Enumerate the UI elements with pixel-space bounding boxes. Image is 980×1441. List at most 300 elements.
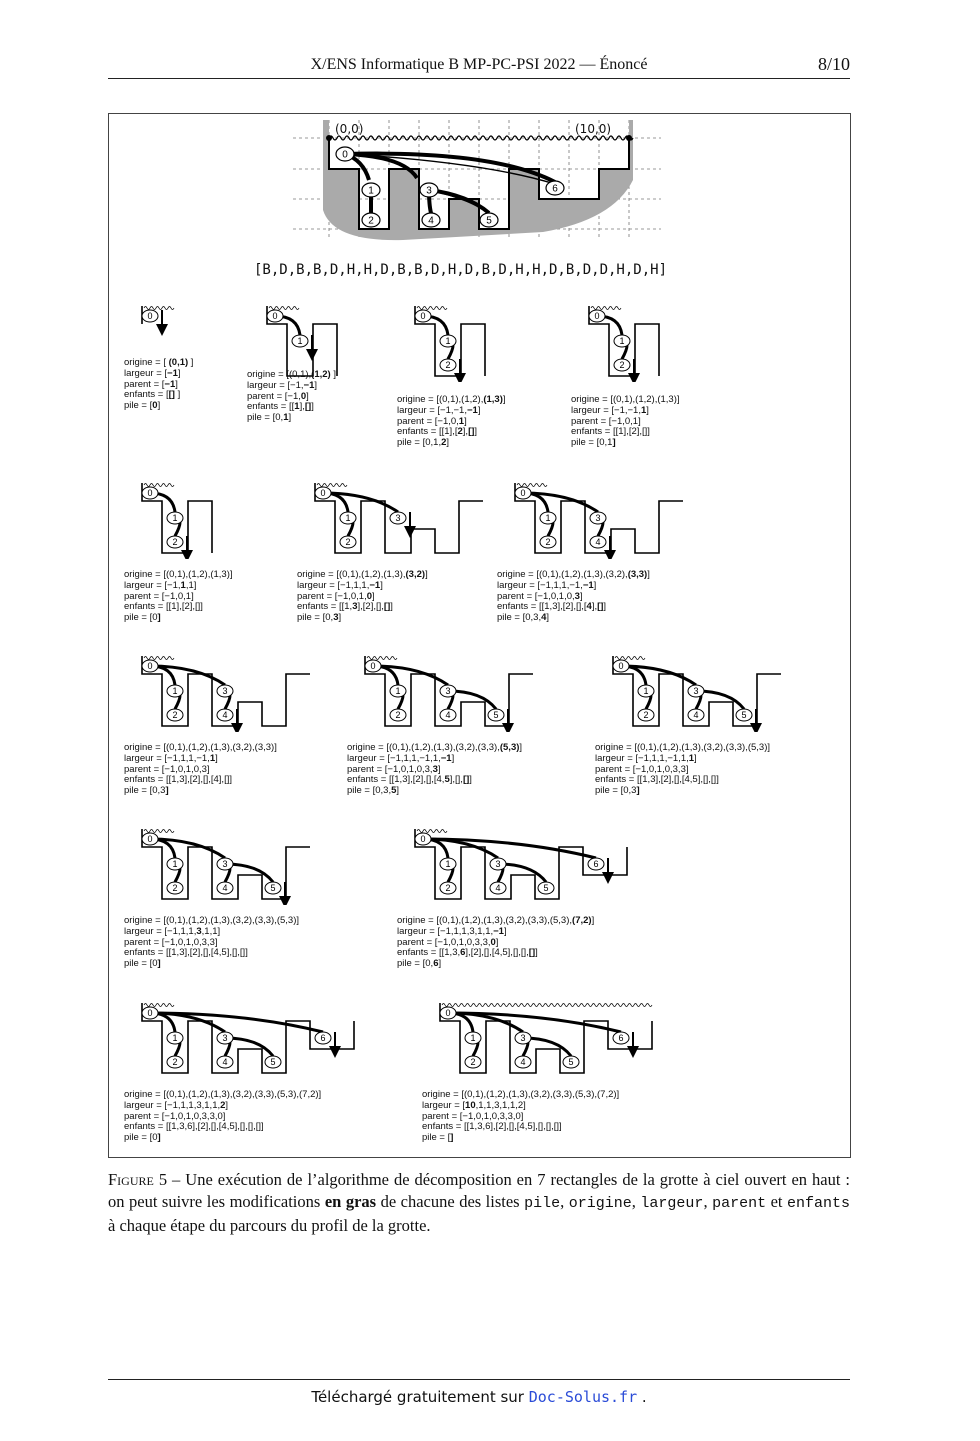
caption-text: enfants = [[1,3],[2],[],[4,5],[],[]]: [124, 947, 248, 959]
caption-text: enfants = [[1,3],[2],[],[4,: [347, 774, 445, 786]
changed-value: 3: [352, 601, 358, 613]
caption-label: Figure 5: [108, 1170, 168, 1189]
step-node-label: 1: [619, 336, 625, 346]
changed-value: 0: [490, 936, 496, 948]
page-footer: [108, 1388, 850, 1406]
step-node-label: 5: [270, 1057, 276, 1067]
caption-text: ]: [469, 774, 472, 786]
caption-text: pile = [0,3: [595, 785, 637, 797]
step-node-label: 1: [545, 513, 551, 523]
caption-text: enfants = [[1],[: [397, 426, 458, 438]
step-node-label: 4: [222, 883, 228, 893]
figure-caption: [108, 1169, 850, 1237]
step-node-label: 4: [445, 710, 451, 720]
step-wave: [417, 830, 447, 833]
caption-text: pile = [: [124, 400, 153, 412]
step-node-label: 3: [445, 686, 451, 696]
caption-text: largeur = [: [124, 367, 168, 379]
step-node-label: 1: [297, 336, 303, 346]
top-node-label: 5: [486, 215, 492, 227]
caption-text: largeur = [−1,: [247, 379, 304, 391]
step-node-label: 0: [147, 488, 153, 498]
caption-text: parent = [−1,: [247, 390, 301, 402]
changed-value: ]: [636, 785, 640, 797]
caption-text: origine = [(0,1),(1,2),(1,3),(3,2),(3,3),(5,3),(7,2)]: [124, 1089, 322, 1100]
caption-text: parent = [−1,0,1,: [297, 590, 367, 602]
caption-text: enfants = [[1,: [297, 601, 353, 613]
caption-text: ]: [425, 569, 428, 580]
changed-value: ]: [165, 785, 169, 797]
changed-value: 2: [457, 426, 463, 438]
caption-code-origine: origine: [568, 1195, 632, 1212]
step-diagram: [605, 652, 845, 736]
step-caption: [124, 743, 277, 797]
caption-text: ]: [495, 936, 499, 948]
step-node-label: 4: [495, 883, 501, 893]
step-caption: [347, 743, 522, 797]
caption-text: pile = [0,1,: [397, 437, 442, 449]
caption-text: ]: [519, 742, 523, 753]
changed-value: []: [168, 389, 175, 401]
caption-text: largeur = [−1,−1,: [397, 404, 467, 416]
step-node-label: 3: [222, 1033, 228, 1043]
step-node-label: 0: [594, 311, 600, 321]
caption-text: ]: [338, 612, 342, 624]
step-caption-line: [571, 438, 680, 449]
changed-value: −1: [369, 579, 381, 591]
caption-text: largeur = [−1,1,1,: [297, 579, 370, 591]
caption-text: parent = [−1,0,1]: [124, 590, 194, 602]
step-node-label: 1: [172, 513, 178, 523]
step-wave: [591, 307, 621, 310]
step-node-label: 3: [222, 859, 228, 869]
step-diagram: [357, 652, 597, 736]
changed-value: (1,3): [483, 394, 503, 405]
caption-text: pile = [0,3,: [347, 785, 392, 797]
caption-text: ]: [603, 601, 607, 613]
changed-value: −1: [582, 579, 594, 591]
caption-text: pile = [0: [124, 1132, 158, 1144]
changed-value: −1: [303, 379, 315, 391]
changed-value: 5: [444, 774, 450, 786]
step-caption: [124, 570, 233, 624]
step-node-label: 1: [643, 686, 649, 696]
changed-value: −1: [167, 367, 178, 379]
caption-text: largeur = [−1,1,1,−1,: [497, 579, 583, 591]
caption-text: pile = [0,: [397, 958, 434, 970]
step-diagram: [134, 652, 374, 736]
caption-text: origine = [(0,1),(1,2),: [397, 394, 484, 405]
caption-text: ]: [646, 404, 649, 416]
caption-text: ]: [188, 357, 194, 368]
step-diagram: [407, 825, 647, 909]
caption-text: ],: [462, 426, 469, 438]
caption-text: ]: [372, 590, 375, 602]
step-node-label: 3: [222, 686, 228, 696]
changed-value: 3: [196, 925, 202, 937]
step-diagram: [581, 302, 821, 386]
changed-value: []: [383, 601, 391, 613]
caption-text: largeur = [−1,1,1,−1,: [124, 752, 210, 764]
step-node-label: 1: [345, 513, 351, 523]
step-node-label: 0: [445, 1008, 451, 1018]
step-caption: [124, 1090, 321, 1144]
step-caption: [497, 570, 650, 624]
caption-text: ]: [380, 579, 383, 591]
caption-text: ]: [437, 763, 441, 775]
caption-text: parent = [−1,0,1,0,3,3,: [397, 936, 491, 948]
step-node-label: 0: [618, 661, 624, 671]
changed-value: 1: [294, 401, 300, 413]
step-diagram: [134, 999, 374, 1083]
step-caption-line: [497, 613, 650, 624]
step-caption-line: [397, 438, 506, 449]
caption-text: ,1,1]: [201, 925, 221, 937]
step-node-label: 0: [147, 834, 153, 844]
changed-value: −1: [164, 378, 176, 390]
caption-text: ]: [535, 947, 538, 959]
caption-text: largeur = [−1,1,1,: [124, 925, 197, 937]
caption-text: ]: [593, 579, 597, 591]
changed-value: 2: [441, 437, 447, 449]
changed-value: 1: [640, 404, 647, 416]
step-node-label: 5: [543, 883, 549, 893]
caption-text: largeur = [−1,−1,: [571, 404, 641, 416]
changed-value: ]: [450, 1132, 454, 1144]
step-caption: [571, 395, 680, 449]
caption-sep-1: ,: [560, 1192, 569, 1211]
caption-text: ]: [503, 925, 507, 937]
caption-text: largeur = [−1,1,1,3,1,1,: [124, 1099, 221, 1111]
step-node-label: 2: [172, 1057, 178, 1067]
top-cave-figure: [293, 120, 661, 240]
step-node-label: 2: [172, 710, 178, 720]
step-wave: [367, 657, 397, 660]
caption-text: ]: [546, 612, 550, 624]
caption-text: pile = [0,3,: [497, 612, 542, 624]
caption-text: ]: [396, 785, 400, 797]
caption-text: parent = [−1,0,1,0,3,3,0]: [422, 1110, 524, 1122]
step-caption: [397, 916, 594, 970]
caption-text: parent = [−1,0,1,0,3]: [124, 763, 210, 775]
caption-text: ]: [474, 426, 478, 438]
top-label-end: (10,0): [575, 122, 612, 136]
step-node-label: 3: [520, 1033, 526, 1043]
changed-value: 1: [209, 752, 216, 764]
changed-value: ]: [157, 1132, 161, 1144]
step-node-label: 0: [320, 488, 326, 498]
step-wave: [144, 307, 174, 310]
step-node-label: 4: [222, 1057, 228, 1067]
changed-value: 1: [180, 579, 186, 591]
caption-text: origine = [(0,1),(1,2),(1,3),(3,2),(3,3),(5,3),: [397, 915, 573, 926]
changed-value: 3: [333, 612, 339, 624]
step-node-label: 2: [545, 537, 551, 547]
caption-text: ]: [502, 394, 506, 405]
caption-text: origine = [(0,1),(1,2),(1,3),: [297, 569, 406, 580]
caption-text: parent = [−1,0,1,0,3,3]: [595, 763, 689, 775]
caption-text: ]: [215, 752, 218, 764]
changed-value: (0,1): [168, 357, 189, 368]
caption-text: ],[],: [449, 774, 463, 786]
step-node-label: 0: [272, 311, 278, 321]
step-node-label: 2: [345, 537, 351, 547]
step-caption-line: [595, 786, 770, 797]
top-node-label: 0: [342, 149, 348, 161]
caption-text: origine = [(0,1),(1,2),(1,3),(3,2),(3,3),(5,3),(7,2)]: [422, 1089, 620, 1100]
caption-sep-3: ,: [703, 1192, 713, 1211]
changed-value: 6: [433, 958, 439, 970]
caption-text: ]: [311, 401, 314, 413]
caption-text: enfants = [[1,3,6],[2],[],[4,5],[],[],[]]: [124, 1121, 264, 1133]
step-node-label: 0: [147, 311, 153, 321]
step-wave: [317, 484, 347, 487]
step-node-label: 0: [147, 1008, 153, 1018]
caption-text: enfants = [[1,3],[2],[],[: [497, 601, 587, 613]
step-node-label: 1: [395, 686, 401, 696]
changed-value: 2: [220, 1099, 226, 1111]
changed-value: −1: [493, 925, 504, 937]
caption-text: ],: [591, 601, 598, 613]
step-node-label: 3: [595, 513, 601, 523]
caption-text: origine = [(0,1),(1,2),(1,3),(3,2),(3,3),(5,3)]: [595, 742, 771, 753]
step-node-label: 2: [445, 883, 451, 893]
caption-text: parent = [−1,0,1,0,3,3]: [124, 936, 218, 948]
caption-text: parent = [−1,0,1,0,: [497, 590, 575, 602]
top-node-label: 4: [428, 215, 434, 227]
step-node-label: 4: [520, 1057, 526, 1067]
changed-value: []: [462, 774, 470, 786]
caption-text-3: et: [766, 1192, 788, 1211]
changed-value: []: [304, 401, 312, 413]
step-node-label: 2: [643, 710, 649, 720]
step-caption-line: [397, 959, 594, 970]
caption-text: parent = [−1,0,1]: [571, 415, 641, 427]
header-title: X/ENS Informatique B MP-PC-PSI 2022 — Énoncé: [310, 56, 648, 73]
step-diagram: [134, 825, 374, 909]
changed-value: 3: [432, 763, 438, 775]
step-node-label: 5: [493, 710, 499, 720]
caption-text: origine = [(0,1),(1,2),(1,3),(3,2),: [497, 569, 628, 580]
step-node-label: 1: [172, 1033, 178, 1043]
caption-text: ],[2],[],: [357, 601, 384, 613]
changed-value: 1: [688, 752, 695, 764]
step-caption-line: [124, 959, 299, 970]
step-node-label: 5: [568, 1057, 574, 1067]
caption-text-1: – Une exécution de l’algorithme de décomposition en 7 rectangles de la grotte à ciel ouvert en haut : on peut suivre les modifications: [108, 1170, 851, 1211]
caption-text: ],[2],[],[4,5],[],[],: [465, 947, 529, 959]
step-node-label: 6: [618, 1033, 624, 1043]
caption-text: ]: [175, 378, 178, 390]
step-node-label: 5: [270, 883, 276, 893]
changed-value: (7,2): [572, 915, 592, 926]
top-node-label: 1: [368, 185, 374, 197]
step-wave: [144, 657, 174, 660]
step-caption: [297, 570, 428, 624]
step-caption-line: [124, 786, 277, 797]
changed-value: 1: [458, 415, 465, 427]
caption-text: ]: [174, 389, 181, 401]
footer-rule: [108, 1379, 850, 1380]
caption-text: ]: [288, 412, 292, 424]
caption-text: ]: [438, 958, 442, 970]
step-node-label: 6: [593, 859, 599, 869]
caption-text: ]: [451, 752, 455, 764]
step-caption-line: [247, 413, 336, 424]
changed-value: []: [597, 601, 604, 613]
caption-text: ]: [330, 369, 336, 380]
caption-code-enfants: enfants: [787, 1195, 851, 1212]
step-node-label: 5: [741, 710, 747, 720]
top-node-label: 2: [368, 215, 374, 227]
caption-text: ]: [157, 400, 161, 412]
caption-text: enfants = [[1],[2],[]]: [124, 601, 203, 613]
changed-value: (5,3): [499, 742, 520, 753]
step-caption: [595, 743, 770, 797]
caption-text: ]: [177, 367, 181, 379]
step-caption-line: [124, 401, 193, 412]
changed-value: (3,3): [627, 569, 648, 580]
changed-value: 4: [541, 612, 547, 624]
step-caption-line: [297, 613, 428, 624]
footer-link[interactable]: Doc-Solus.fr: [528, 1388, 638, 1406]
caption-text: parent = [−1,0,1,0,3,: [347, 763, 433, 775]
caption-text: parent = [−1,0,1,0,3,3,0]: [124, 1110, 226, 1122]
step-node-label: 1: [470, 1033, 476, 1043]
caption-text: ]: [314, 379, 317, 391]
step-caption: [397, 395, 506, 449]
caption-bold: en gras: [324, 1192, 377, 1211]
step-node-label: 4: [693, 710, 699, 720]
changed-value: 10: [465, 1099, 476, 1111]
caption-text: ],: [299, 401, 305, 413]
step-wave: [144, 830, 174, 833]
step-wave: [269, 307, 299, 310]
step-caption-line: [124, 1133, 321, 1144]
step-node-label: 0: [147, 661, 153, 671]
caption-text: enfants = [[1,3],[2],[],[4,5],[],[]]: [595, 774, 719, 786]
caption-text: ]: [446, 437, 450, 449]
step-caption-line: [422, 1133, 619, 1144]
caption-text: origine = [(0,1),(1,2),(1,3),(3,2),(3,3),(5,3)]: [124, 915, 300, 926]
step-caption: [124, 358, 193, 412]
page-header: [108, 54, 850, 79]
step-node-label: 1: [172, 859, 178, 869]
step-node-label: 2: [619, 360, 625, 370]
changed-value: 0: [300, 390, 307, 402]
changed-value: ]: [157, 612, 161, 624]
step-wave: [615, 657, 645, 660]
changed-value: []: [528, 947, 536, 959]
caption-text: ]: [306, 390, 309, 402]
caption-text: ,1,1,3,1,1,2]: [475, 1099, 526, 1111]
step-node-label: 3: [395, 513, 401, 523]
step-caption-line: [124, 613, 233, 624]
top-label-origin: (0,0): [335, 122, 364, 136]
step-node-label: 1: [445, 859, 451, 869]
step-node-label: 2: [395, 710, 401, 720]
top-node-label: 3: [426, 185, 432, 197]
caption-text: origine = [(0,1),: [247, 369, 312, 380]
caption-text: enfants = [[1],[2],[]]: [571, 426, 650, 438]
caption-text: ]: [477, 404, 481, 416]
caption-text: enfants = [: [124, 389, 169, 401]
step-diagram: [507, 479, 747, 563]
top-node-label: 6: [552, 183, 558, 195]
step-node-label: 0: [420, 834, 426, 844]
caption-text: largeur = [: [422, 1099, 466, 1111]
step-node-label: 2: [445, 360, 451, 370]
changed-value: 1: [283, 412, 289, 424]
step-wave: [517, 484, 547, 487]
caption-text: pile = [0: [124, 612, 158, 624]
step-node-label: 1: [445, 336, 451, 346]
caption-text: origine = [(0,1),(1,2),(1,3),(3,2),(3,3),: [347, 742, 500, 753]
step-wave: [144, 1004, 174, 1007]
caption-code-largeur: largeur: [640, 1195, 704, 1212]
caption-text: origine = [(0,1),(1,2),(1,3)]: [124, 569, 233, 580]
caption-text: parent = [−1,0,: [397, 415, 459, 427]
caption-text: ]: [591, 915, 595, 926]
step-node-label: 2: [470, 1057, 476, 1067]
caption-text: pile = [0,: [247, 412, 284, 424]
caption-text: ]: [464, 415, 467, 427]
changed-value: 5: [391, 785, 397, 797]
caption-text: ,1]: [185, 579, 197, 591]
caption-text: pile = [0: [124, 958, 158, 970]
caption-text: largeur = [−1,1,1,−1,1,: [347, 752, 441, 764]
footer-text: Téléchargé gratuitement sur: [311, 1388, 529, 1406]
changed-value: 0: [152, 400, 158, 412]
caption-text: pile = [0,1: [571, 437, 613, 449]
caption-text: enfants = [[1,3,6],[2],[],[4,5],[],[],[]]: [422, 1121, 562, 1133]
caption-text: pile = [0,3: [124, 785, 166, 797]
changed-value: −1: [466, 404, 478, 416]
step-node-label: 4: [595, 537, 601, 547]
step-node-label: 0: [370, 661, 376, 671]
caption-text: ]: [694, 752, 697, 764]
caption-code-parent: parent: [712, 1195, 767, 1212]
caption-text: largeur = [−1,: [124, 579, 181, 591]
step-diagram: [432, 999, 672, 1083]
step-wave: [442, 1004, 652, 1007]
step-node-label: 2: [172, 883, 178, 893]
caption-text: largeur = [−1,1,1,3,1,1,: [397, 925, 494, 937]
caption-text: enfants = [[: [247, 401, 295, 413]
profile-sequence: [B,D,B,B,D,H,H,D,B,B,D,H,D,B,D,H,H,D,B,D,D,H,D,H]: [254, 262, 668, 278]
step-node-label: 3: [693, 686, 699, 696]
caption-text: pile = [0,: [297, 612, 334, 624]
step-caption: [422, 1090, 619, 1144]
changed-value: 3: [574, 590, 580, 602]
step-node-label: 4: [222, 710, 228, 720]
page-number: 8/10: [817, 54, 850, 74]
step-caption: [247, 370, 336, 424]
caption-text: ]: [579, 590, 583, 602]
caption-text: ]: [647, 569, 650, 580]
step-wave: [144, 484, 174, 487]
caption-text: pile = [: [422, 1132, 451, 1144]
changed-value: −1: [440, 752, 452, 764]
changed-value: 6: [460, 947, 466, 959]
changed-value: []: [468, 426, 475, 438]
changed-value: ]: [612, 437, 616, 449]
caption-text: origine = [(0,1),(1,2),(1,3),(3,2),(3,3)]: [124, 742, 277, 753]
caption-text: ]: [390, 601, 393, 613]
step-node-label: 1: [172, 686, 178, 696]
changed-value: (1,2): [311, 369, 331, 380]
caption-text-4: à chaque étape du parcours du profil de la grotte.: [108, 1216, 431, 1235]
